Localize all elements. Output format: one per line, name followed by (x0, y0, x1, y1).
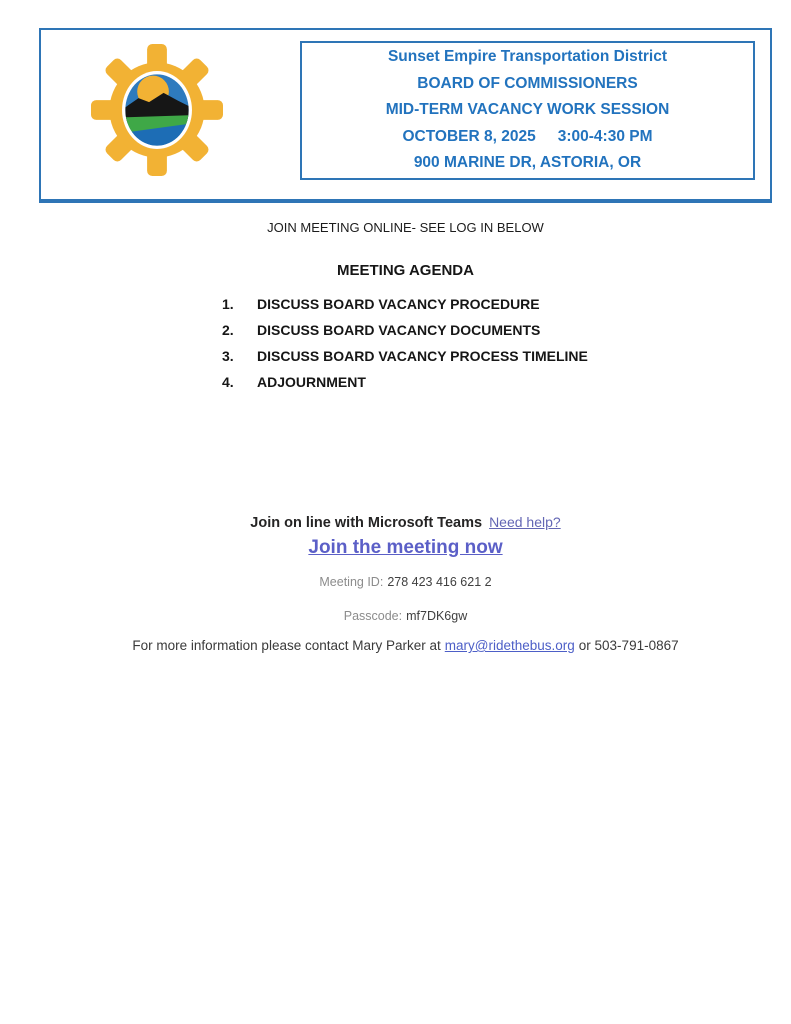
header-box (39, 28, 772, 203)
meeting-agenda-title: MEETING AGENDA (337, 262, 474, 279)
header-title-box (300, 41, 755, 180)
meeting-location: 900 MARINE DR, ASTORIA, OR (413, 154, 642, 172)
gear-landscape-logo-icon (91, 44, 223, 176)
agenda-item-number: 1. (222, 296, 234, 312)
agenda-item (222, 296, 588, 322)
agenda-item-number: 2. (222, 322, 234, 338)
teams-join-heading (39, 514, 772, 531)
meeting-date: OCTOBER 8, 2025 (402, 127, 536, 145)
meeting-id-value: 278 423 416 621 2 (387, 575, 492, 589)
agenda-item-text: DISCUSS BOARD VACANCY DOCUMENTS (257, 322, 541, 338)
agenda-item (222, 322, 588, 348)
agenda-item-text: DISCUSS BOARD VACANCY PROCESS TIMELINE (257, 348, 588, 364)
org-name: Sunset Empire Transportation District (387, 48, 668, 66)
agenda-item-text: DISCUSS BOARD VACANCY PROCEDURE (257, 296, 540, 312)
join-online-notice: JOIN MEETING ONLINE- SEE LOG IN BELOW (267, 220, 544, 235)
header-board-line: BOARD OF COMMISSIONERS (417, 74, 638, 92)
header-datetime-line (302, 124, 753, 151)
need-help-link[interactable]: Need help? (489, 514, 561, 530)
contact-text-prefix: For more information please contact Mary Parker at (132, 638, 441, 653)
agenda-item (222, 374, 588, 400)
contact-email-link[interactable]: mary@ridethebus.org (444, 638, 575, 653)
contact-text-suffix: or 503-791-0867 (578, 638, 679, 653)
passcode-label: Passcode: (343, 609, 403, 623)
join-meeting-row (39, 537, 772, 559)
agenda-list (222, 296, 588, 400)
agenda-item-text: ADJOURNMENT (257, 374, 366, 390)
agenda-item-number: 3. (222, 348, 234, 364)
passcode-row (39, 609, 772, 623)
join-meeting-link[interactable]: Join the meeting now (308, 537, 503, 558)
meeting-id-row (39, 575, 772, 589)
contact-line (39, 638, 772, 653)
passcode-value: mf7DK6gw (406, 609, 468, 623)
header-session-line: MID-TERM VACANCY WORK SESSION (385, 101, 670, 119)
agenda-item-number: 4. (222, 374, 234, 390)
meeting-id-label: Meeting ID: (319, 575, 384, 589)
meeting-time: 3:00-4:30 PM (557, 127, 653, 145)
teams-join-label: Join on line with Microsoft Teams (250, 515, 483, 531)
agenda-item (222, 348, 588, 374)
